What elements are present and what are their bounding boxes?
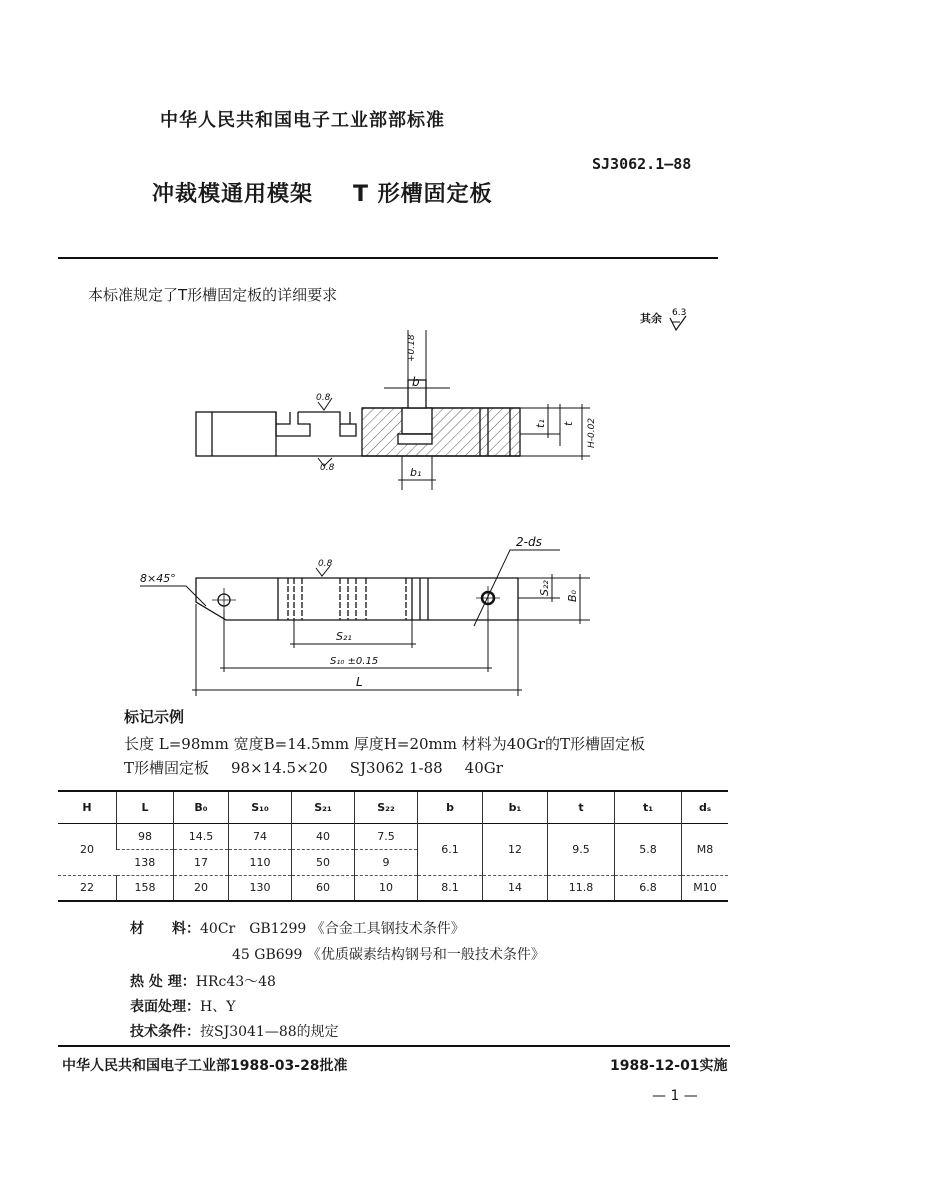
- material-label: 材 料：: [130, 921, 200, 937]
- cell-S22: 7.5: [355, 823, 418, 849]
- cell-L: 158: [117, 875, 174, 901]
- material-line-1: [130, 918, 465, 938]
- technical-conditions-line: [130, 1021, 339, 1041]
- cell-t1: 5.8: [615, 823, 682, 875]
- cell-H: 22: [58, 875, 117, 901]
- roughness-value: 6.3: [672, 308, 687, 318]
- cell-ds: M10: [682, 875, 729, 901]
- col-H: H: [82, 800, 92, 814]
- col-S22: S₂₂: [355, 791, 418, 823]
- col-t: t: [548, 791, 615, 823]
- example-part-standard: SJ3062 1-88: [349, 759, 443, 777]
- cell-b1: 12: [483, 823, 548, 875]
- dim-b1-label: b₁: [410, 466, 422, 479]
- section-view: [196, 330, 597, 490]
- chamfer-label: 8×45°: [140, 572, 176, 585]
- tech-value: 按SJ3041—88的规定: [200, 1024, 339, 1040]
- table-row: [58, 875, 728, 901]
- heat-value: HRc43～48: [195, 974, 276, 990]
- dim-B0-label: B₀: [566, 590, 579, 602]
- effective-date: 1988-12-01实施: [610, 1058, 728, 1074]
- cell-t: 9.5: [548, 823, 615, 875]
- dim-S10-label: S₁₀ ±0.15: [330, 656, 379, 667]
- table-row: [58, 823, 728, 849]
- cell-S10: 130: [229, 875, 292, 901]
- cell-t: 11.8: [548, 875, 615, 901]
- dim-S22-label: S₂₂: [538, 580, 551, 596]
- plate-outline: [196, 578, 518, 620]
- surface-value: H、Y: [200, 999, 236, 1015]
- dim-S21-label: S₂₁: [336, 630, 352, 643]
- cell-S10: 74: [229, 823, 292, 849]
- dimension-table: [58, 790, 728, 902]
- cell-B0: 20: [174, 875, 229, 901]
- title-part1: 冲裁模通用模架: [152, 182, 314, 207]
- col-S10: S₁₀: [229, 791, 292, 823]
- dim-H-label: H-0.02: [587, 417, 597, 448]
- plan-view: [140, 535, 590, 696]
- rough-08-b: 0.8: [320, 463, 335, 473]
- example-line-1: 长度 L=98mm 宽度B=14.5mm 厚度H=20mm 材料为40Gr的T形槽固定板: [124, 735, 646, 753]
- rough-08-c: 0.8: [318, 559, 333, 569]
- ministry-header: 中华人民共和国电子工业部部标准: [160, 110, 445, 131]
- cell-b: 8.1: [418, 875, 483, 901]
- page-number: — 1 —: [652, 1088, 698, 1104]
- intro-text: 本标准规定了T形槽固定板的详细要求: [88, 286, 338, 304]
- col-t1: t₁: [615, 791, 682, 823]
- heat-treatment-line: [130, 971, 276, 991]
- material-line-2: [232, 944, 545, 964]
- example-part-material: 40Gr: [464, 759, 503, 777]
- cell-B0: 14.5: [174, 823, 229, 849]
- material-value-2: 45 GB699 《优质碳素结构钢号和一般技术条件》: [232, 947, 545, 963]
- example-line-2: [124, 757, 525, 778]
- cell-b1: 14: [483, 875, 548, 901]
- cell-S21: 40: [292, 823, 355, 849]
- cell-S10: 110: [229, 849, 292, 875]
- cell-ds: M8: [682, 823, 729, 875]
- hatched-section: [362, 408, 520, 456]
- rough-08-a: 0.8: [316, 393, 331, 403]
- col-S21: S₂₁: [292, 791, 355, 823]
- dim-b-tolerance: +0.18: [407, 334, 417, 362]
- cell-B0: 17: [174, 849, 229, 875]
- example-part-size: 98×14.5×20: [231, 759, 328, 777]
- tech-label: 技术条件：: [130, 1024, 200, 1040]
- example-heading: 标记示例: [124, 708, 185, 726]
- holes-label: 2-ds: [516, 535, 542, 549]
- cell-L: 98: [117, 823, 174, 849]
- roughness-note-label: 其余: [640, 312, 662, 325]
- heat-label: 热 处 理：: [130, 974, 196, 990]
- plate-left-end: [196, 412, 276, 456]
- col-L: L: [117, 791, 174, 823]
- example-part-name: T形槽固定板: [124, 759, 210, 777]
- table-header-row: [58, 791, 728, 823]
- cell-L: 138: [117, 849, 174, 875]
- surface-label: 表面处理：: [130, 999, 200, 1015]
- material-value-1: 40Cr GB1299 《合金工具钢技术条件》: [200, 921, 465, 937]
- title-part2: T 形槽固定板: [353, 182, 493, 207]
- footer-rule: [58, 1045, 730, 1047]
- cell-S22: 10: [355, 875, 418, 901]
- col-ds: dₛ: [682, 791, 729, 823]
- cell-S22: 9: [355, 849, 418, 875]
- standard-code: SJ3062.1—88: [592, 155, 692, 173]
- cell-H: 20: [58, 823, 117, 875]
- dim-t-label: t: [562, 421, 575, 426]
- cell-b: 6.1: [418, 823, 483, 875]
- approval-date: 中华人民共和国电子工业部1988-03-28批准: [62, 1058, 348, 1074]
- surface-treatment-line: [130, 996, 235, 1016]
- col-b: b: [418, 791, 483, 823]
- cell-t1: 6.8: [615, 875, 682, 901]
- col-B0: B₀: [174, 791, 229, 823]
- cell-S21: 60: [292, 875, 355, 901]
- dim-b-label: b: [412, 375, 420, 389]
- dim-t1-label: t₁: [534, 419, 547, 428]
- dim-L-label: L: [356, 675, 363, 689]
- cell-S21: 50: [292, 849, 355, 875]
- col-b1: b₁: [483, 791, 548, 823]
